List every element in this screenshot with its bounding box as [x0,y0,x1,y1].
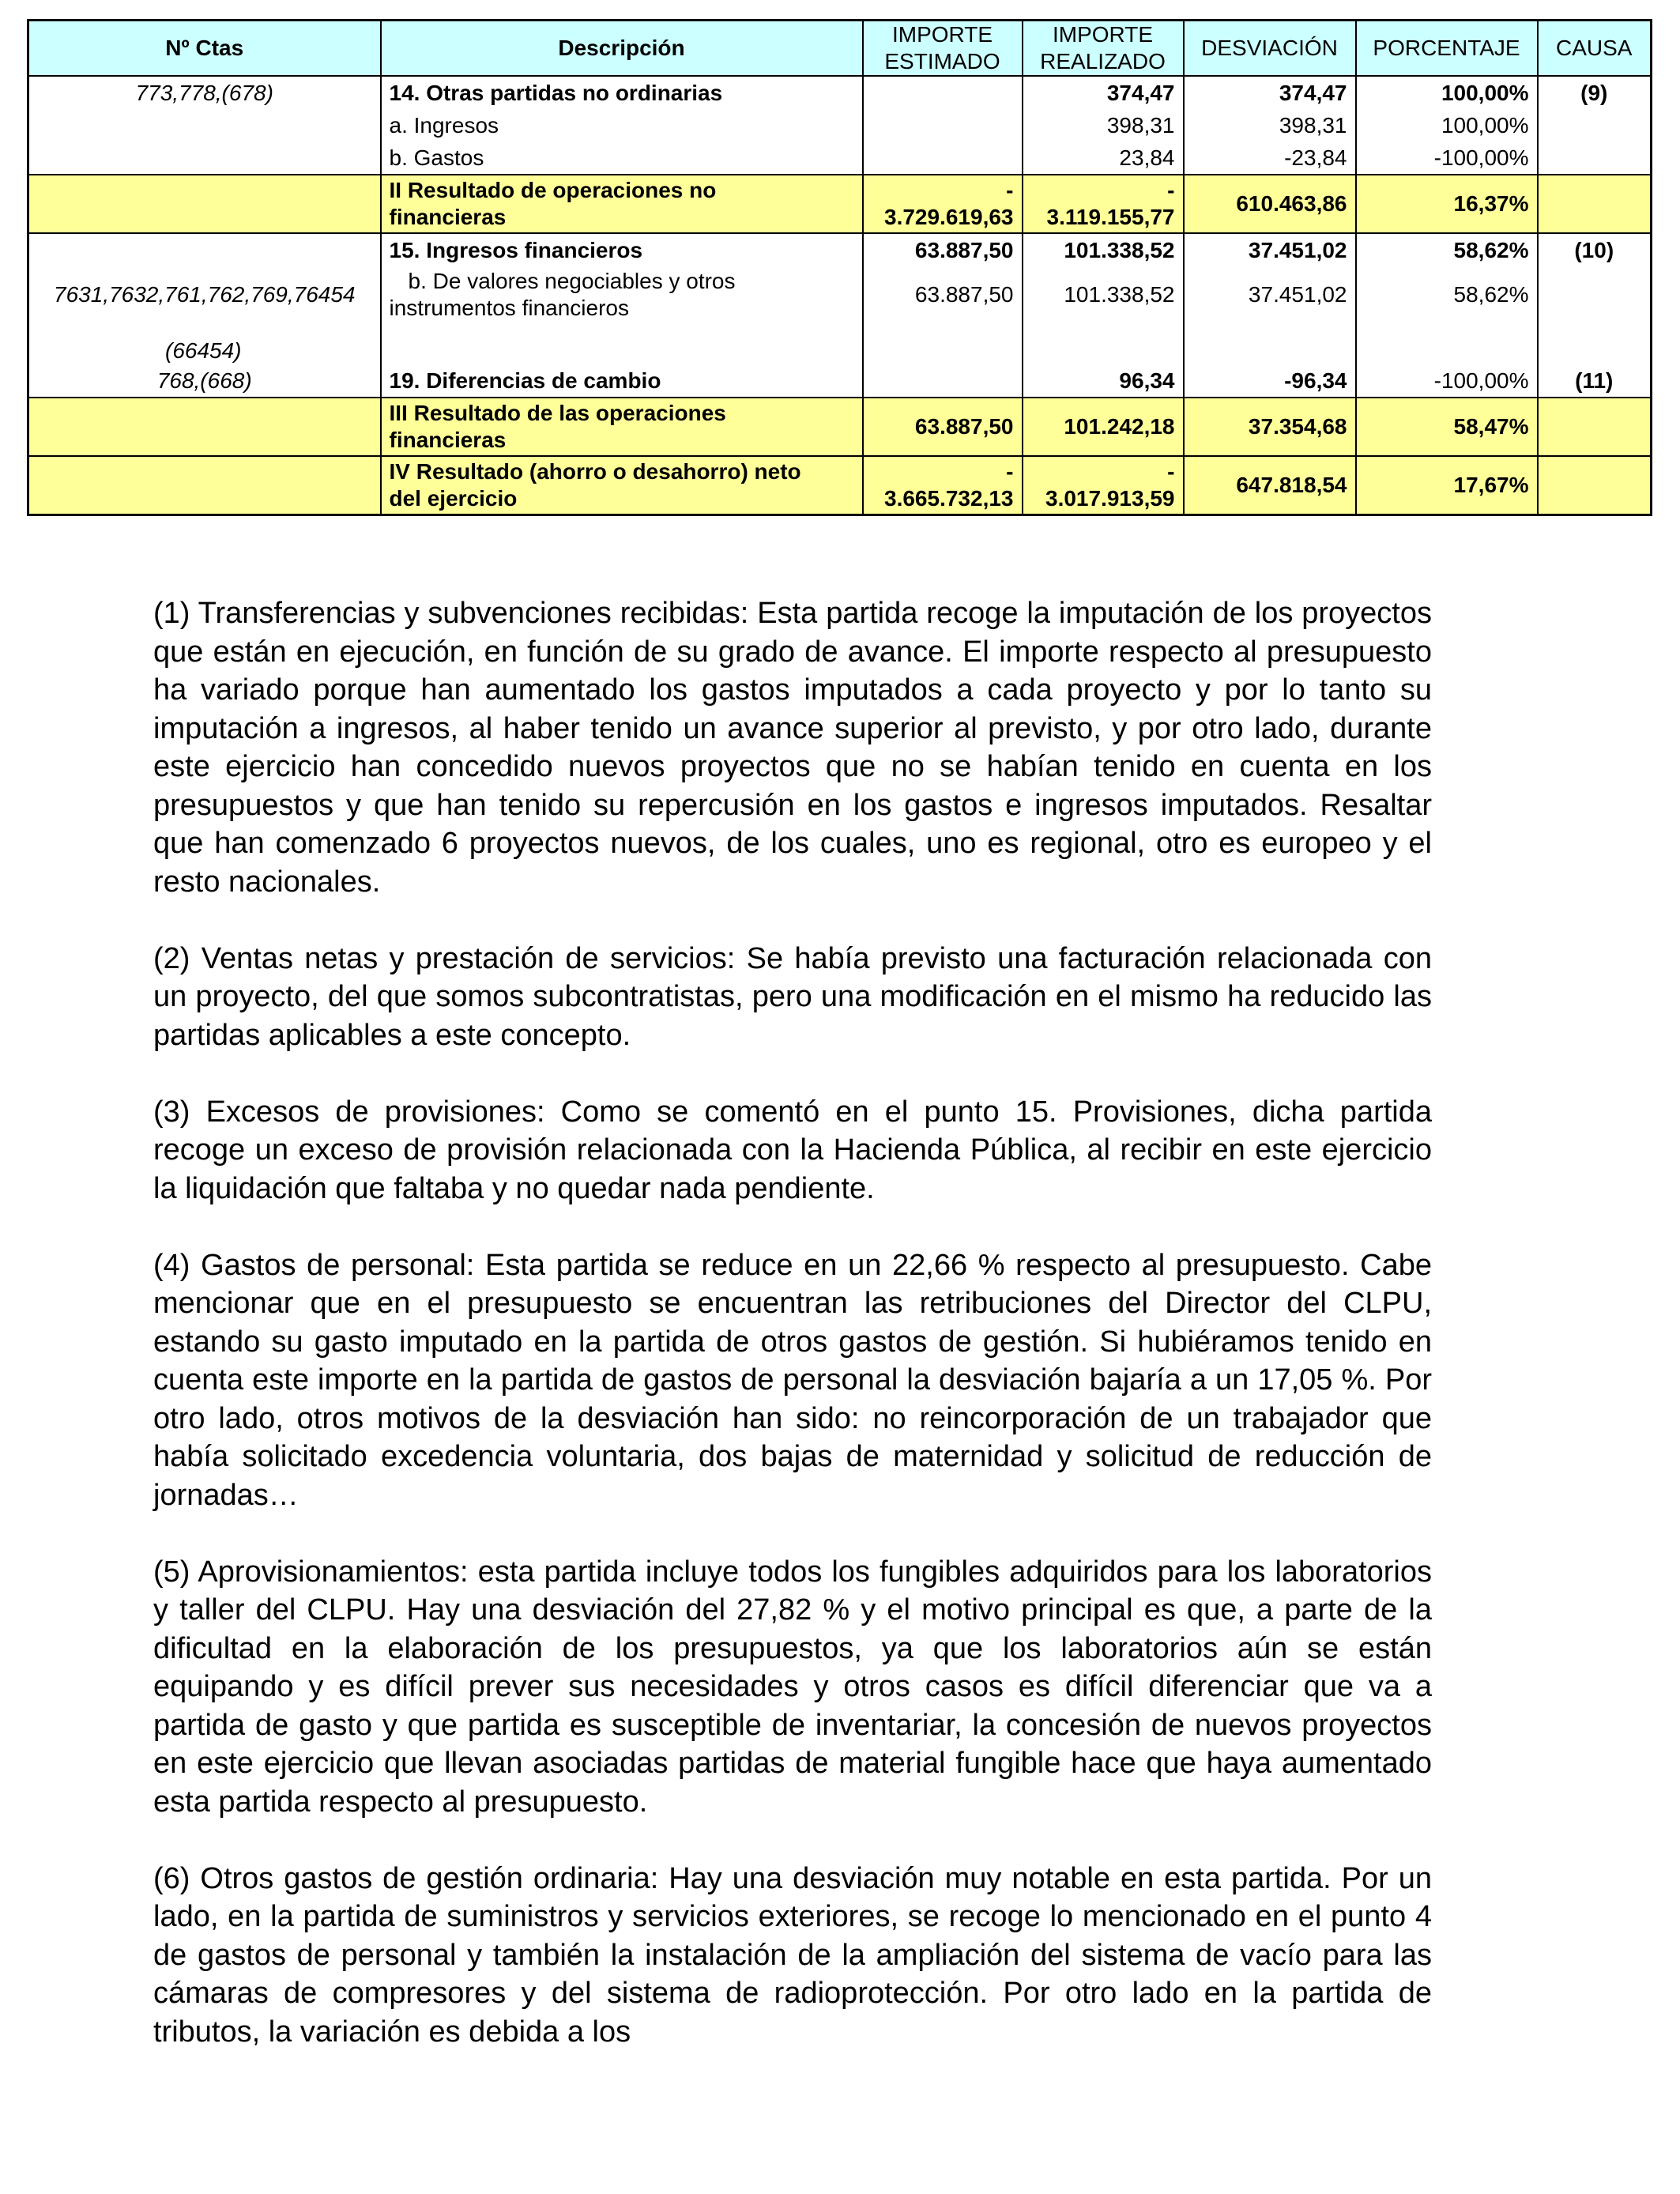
cell-causa [1538,109,1652,141]
note-paragraph-4: (4) Gastos de personal: Esta partida se reduce en un 22,66 % respecto al presupuesto. Cabe mencionar que en el presupuesto se encuentran las retribuciones del Director del CLPU, estando su gasto imputado en la partida de otros gastos de gestión. Si hubiéramos tenido en cuenta este importe en la partida de gastos de personal la desviación bajaría a un 17,05 %. Por otro lado, otros motivos de la desviación han sido: no reincorporación de un trabajador que había solicitado excedencia voluntaria, dos bajas de maternidad y solicitud de reducción de jornadas… [153,1248,1432,1512]
cell-descripcion: 15. Ingresos financieros [381,233,863,266]
cell-estimado [863,76,1023,109]
cell-causa: (10) [1538,233,1652,266]
desc-line1: III Resultado de las operaciones [389,401,726,425]
header-descripcion: Descripción [381,21,863,77]
cell-estimado [863,109,1023,141]
desc-line2: instrumentos financieros [389,296,629,320]
header-estimado-line2: ESTIMADO [884,49,1000,74]
desc-line1: b. De valores negociables y otros [408,269,736,293]
cell-desviacion: -23,84 [1184,141,1356,175]
cell-estimado [863,323,1023,364]
cell-porcentaje: 100,00% [1356,76,1538,109]
cell-estimado [863,456,1023,515]
cell-porcentaje: -100,00% [1356,141,1538,175]
desc-line2: del ejercicio [389,486,518,511]
desc-line1: II Resultado de operaciones no [389,178,717,202]
cell-realizado: 101.242,18 [1023,398,1184,456]
note-paragraph-5: (5) Aprovisionamientos: esta partida incluye todos los fungibles adquiridos para los laboratorios y taller del CLPU. Hay una desviación del 27,82 % y el motivo principal es que, a parte de la dificultad en la elaboración de los presupuestos, ya que los laboratorios aún se están equipando y es difícil prever sus necesidades y otros casos es difícil diferenciar que va a partida de gasto y que partida es susceptible de inventariar, la concesión de nuevos proyectos en este ejercicio que llevan asociadas partidas de material fungible hace que haya aumentado esta partida respecto al presupuesto. [153,1555,1432,1819]
cell-causa [1538,398,1652,456]
cell-causa [1538,141,1652,175]
cell-ctas [28,175,381,233]
cell-descripcion [381,398,863,456]
cell-ctas: (66454) [28,323,381,364]
cell-desviacion: 37.451,02 [1184,233,1356,266]
cell-estimado: 63.887,50 [863,266,1023,323]
cell-ctas [28,109,381,141]
cell-desviacion: -96,34 [1184,364,1356,398]
table-header-row [28,21,1652,77]
cell-realizado [1023,456,1184,515]
cell-porcentaje: 58,62% [1356,233,1538,266]
note-paragraph-6: (6) Otros gastos de gestión ordinaria: Hay una desviación muy notable en esta partida. Por un lado, en la partida de suministros y servicios exteriores, se recoge lo mencionado en el punto 4 de gastos de personal y también la instalación de la ampliación del sistema de vacío para las cámaras de compresores y del sistema de radioprotección. Por otro lado en la partida de tributos, la variación es debida a los [153,1861,1432,2049]
cell-porcentaje: -100,00% [1356,364,1538,398]
realizado-sign: - [1167,459,1175,484]
cell-realizado [1023,323,1184,364]
table-row-subtotal [28,175,1652,233]
table-row-subtotal [28,398,1652,456]
cell-desviacion: 647.818,54 [1184,456,1356,515]
cell-estimado [863,175,1023,233]
cell-descripcion: 19. Diferencias de cambio [381,364,863,398]
cell-realizado: 23,84 [1023,141,1184,175]
header-porcentaje: PORCENTAJE [1356,21,1538,77]
realizado-value: 3.119.155,77 [1046,205,1175,229]
cell-causa: (11) [1538,364,1652,398]
cell-realizado: 101.338,52 [1023,266,1184,323]
header-causa: CAUSA [1538,21,1652,77]
estimado-sign: - [1006,459,1014,484]
cell-descripcion [381,266,863,323]
cell-ctas [28,456,381,515]
table-row [28,141,1652,175]
cell-desviacion: 398,31 [1184,109,1356,141]
cell-ctas [28,398,381,456]
header-estimado-line1: IMPORTE [891,22,993,47]
desc-line2: financieras [389,428,507,452]
desc-line2: financieras [389,205,507,229]
note-paragraph-3: (3) Excesos de provisiones: Como se comentó en el punto 15. Provisiones, dicha partida recoge un exceso de provisión relacionada con la Hacienda Pública, al recibir en este ejercicio la liquidación que faltaba y no quedar nada pendiente. [153,1095,1432,1205]
cell-causa [1538,266,1652,323]
table-row [28,323,1652,364]
cell-descripcion [381,323,863,364]
header-ctas: Nº Ctas [28,21,381,77]
estimado-sign: - [1006,178,1014,202]
cell-realizado: 398,31 [1023,109,1184,141]
cell-porcentaje: 58,47% [1356,398,1538,456]
cell-desviacion: 37.451,02 [1184,266,1356,323]
cell-ctas: 768,(668) [28,364,381,398]
note-paragraph-2: (2) Ventas netas y prestación de servicios: Se había previsto una facturación relacionada con un proyecto, del que somos subcontratistas, pero una modificación en el mismo ha reducido las partidas aplicables a este concepto. [153,941,1432,1052]
table-row [28,364,1652,398]
cell-descripcion: 14. Otras partidas no ordinarias [381,76,863,109]
cell-ctas [28,233,381,266]
budget-table-container [27,19,1650,516]
explanatory-notes [153,594,1432,2090]
estimado-value: 3.729.619,63 [884,205,1014,229]
cell-estimado: 63.887,50 [863,398,1023,456]
cell-porcentaje: 17,67% [1356,456,1538,515]
cell-descripcion: b. Gastos [381,141,863,175]
header-importe-estimado [863,21,1023,77]
cell-realizado: 101.338,52 [1023,233,1184,266]
header-desviacion: DESVIACIÓN [1184,21,1356,77]
cell-porcentaje: 58,62% [1356,266,1538,323]
cell-realizado: 96,34 [1023,364,1184,398]
table-row [28,266,1652,323]
cell-causa [1538,175,1652,233]
cell-ctas: 7631,7632,761,762,769,76454 [28,266,381,323]
cell-realizado [1023,175,1184,233]
budget-deviation-table [27,19,1652,516]
cell-estimado [863,364,1023,398]
header-realizado-line1: IMPORTE [1052,22,1154,47]
table-row-total [28,456,1652,515]
cell-porcentaje: 100,00% [1356,109,1538,141]
cell-desviacion: 37.354,68 [1184,398,1356,456]
cell-causa [1538,456,1652,515]
cell-desviacion [1184,323,1356,364]
header-realizado-line2: REALIZADO [1040,49,1166,74]
cell-porcentaje: 16,37% [1356,175,1538,233]
realizado-sign: - [1167,178,1175,202]
estimado-value: 3.665.732,13 [884,486,1014,511]
header-importe-realizado [1023,21,1184,77]
table-row [28,76,1652,109]
cell-estimado: 63.887,50 [863,233,1023,266]
cell-descripcion [381,456,863,515]
cell-desviacion: 610.463,86 [1184,175,1356,233]
cell-ctas: 773,778,(678) [28,76,381,109]
cell-realizado: 374,47 [1023,76,1184,109]
cell-causa [1538,323,1652,364]
cell-desviacion: 374,47 [1184,76,1356,109]
table-row [28,109,1652,141]
cell-descripcion: a. Ingresos [381,109,863,141]
table-row [28,233,1652,266]
desc-line1: IV Resultado (ahorro o desahorro) neto [389,459,801,484]
cell-estimado [863,141,1023,175]
cell-causa: (9) [1538,76,1652,109]
cell-descripcion [381,175,863,233]
note-paragraph-1: (1) Transferencias y subvenciones recibidas: Esta partida recoge la imputación de los proyectos que están en ejecución, en función de su grado de avance. El importe respecto al presupuesto ha variado porque han aumentado los gastos imputados a cada proyecto y por lo tanto su imputación a ingresos, al haber tenido un avance superior al previsto, y por otro lado, durante este ejercicio han concedido nuevos proyectos que no se habían tenido en cuenta en los presupuestos y que han tenido su repercusión en los gastos e ingresos imputados. Resaltar que han comenzado 6 proyectos nuevos, de los cuales, uno es regional, otro es europeo y el resto nacionales. [153,597,1432,899]
cell-porcentaje [1356,323,1538,364]
realizado-value: 3.017.913,59 [1045,486,1175,511]
cell-ctas [28,141,381,175]
